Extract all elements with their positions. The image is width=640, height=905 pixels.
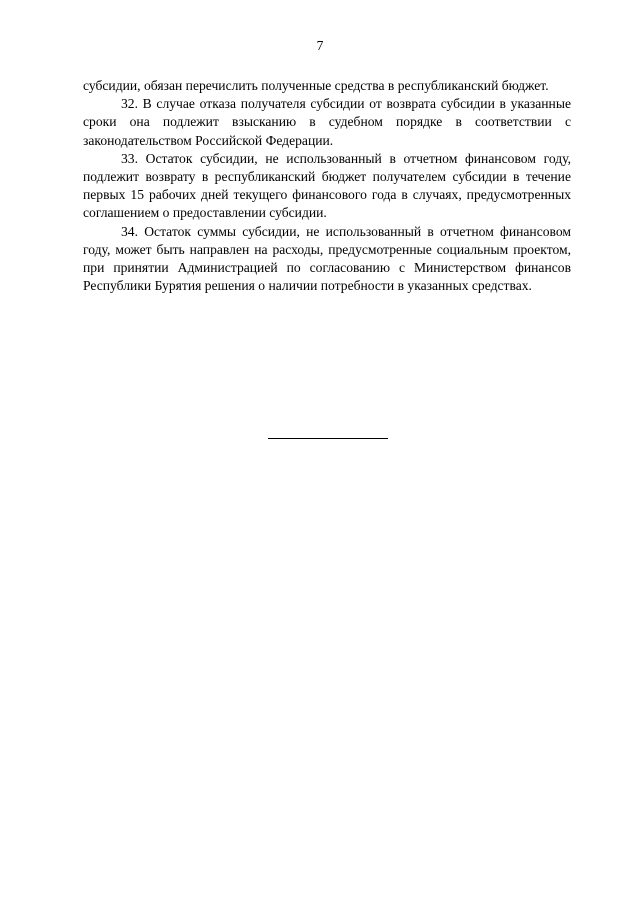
end-divider-line	[268, 438, 388, 439]
page-number: 7	[316, 38, 324, 53]
paragraph-33: 33. Остаток субсидии, не использованный в отчетном финансовом году, подлежит возврату в республиканский бюджет получателем субсидии в течение первых 15 рабочих дней текущего финансового года в случаях, предусмотренных соглашением о предоставлении субсидии.	[83, 150, 571, 221]
paragraph-continuation: субсидии, обязан перечислить полученные средства в республиканский бюджет.	[83, 78, 549, 93]
document-body	[83, 77, 571, 295]
paragraph-34: 34. Остаток суммы субсидии, не использованный в отчетном финансовом году, может быть направлен на расходы, предусмотренные социальным проектом, при принятии Администрацией по согласованию с Министерством финансов Республики Бурятия решения о наличии потребности в указанных средствах.	[83, 223, 571, 294]
paragraph-32: 32. В случае отказа получателя субсидии от возврата субсидии в указанные сроки она подлежит взысканию в судебном порядке в соответствии с законодательством Российской Федерации.	[83, 96, 571, 148]
